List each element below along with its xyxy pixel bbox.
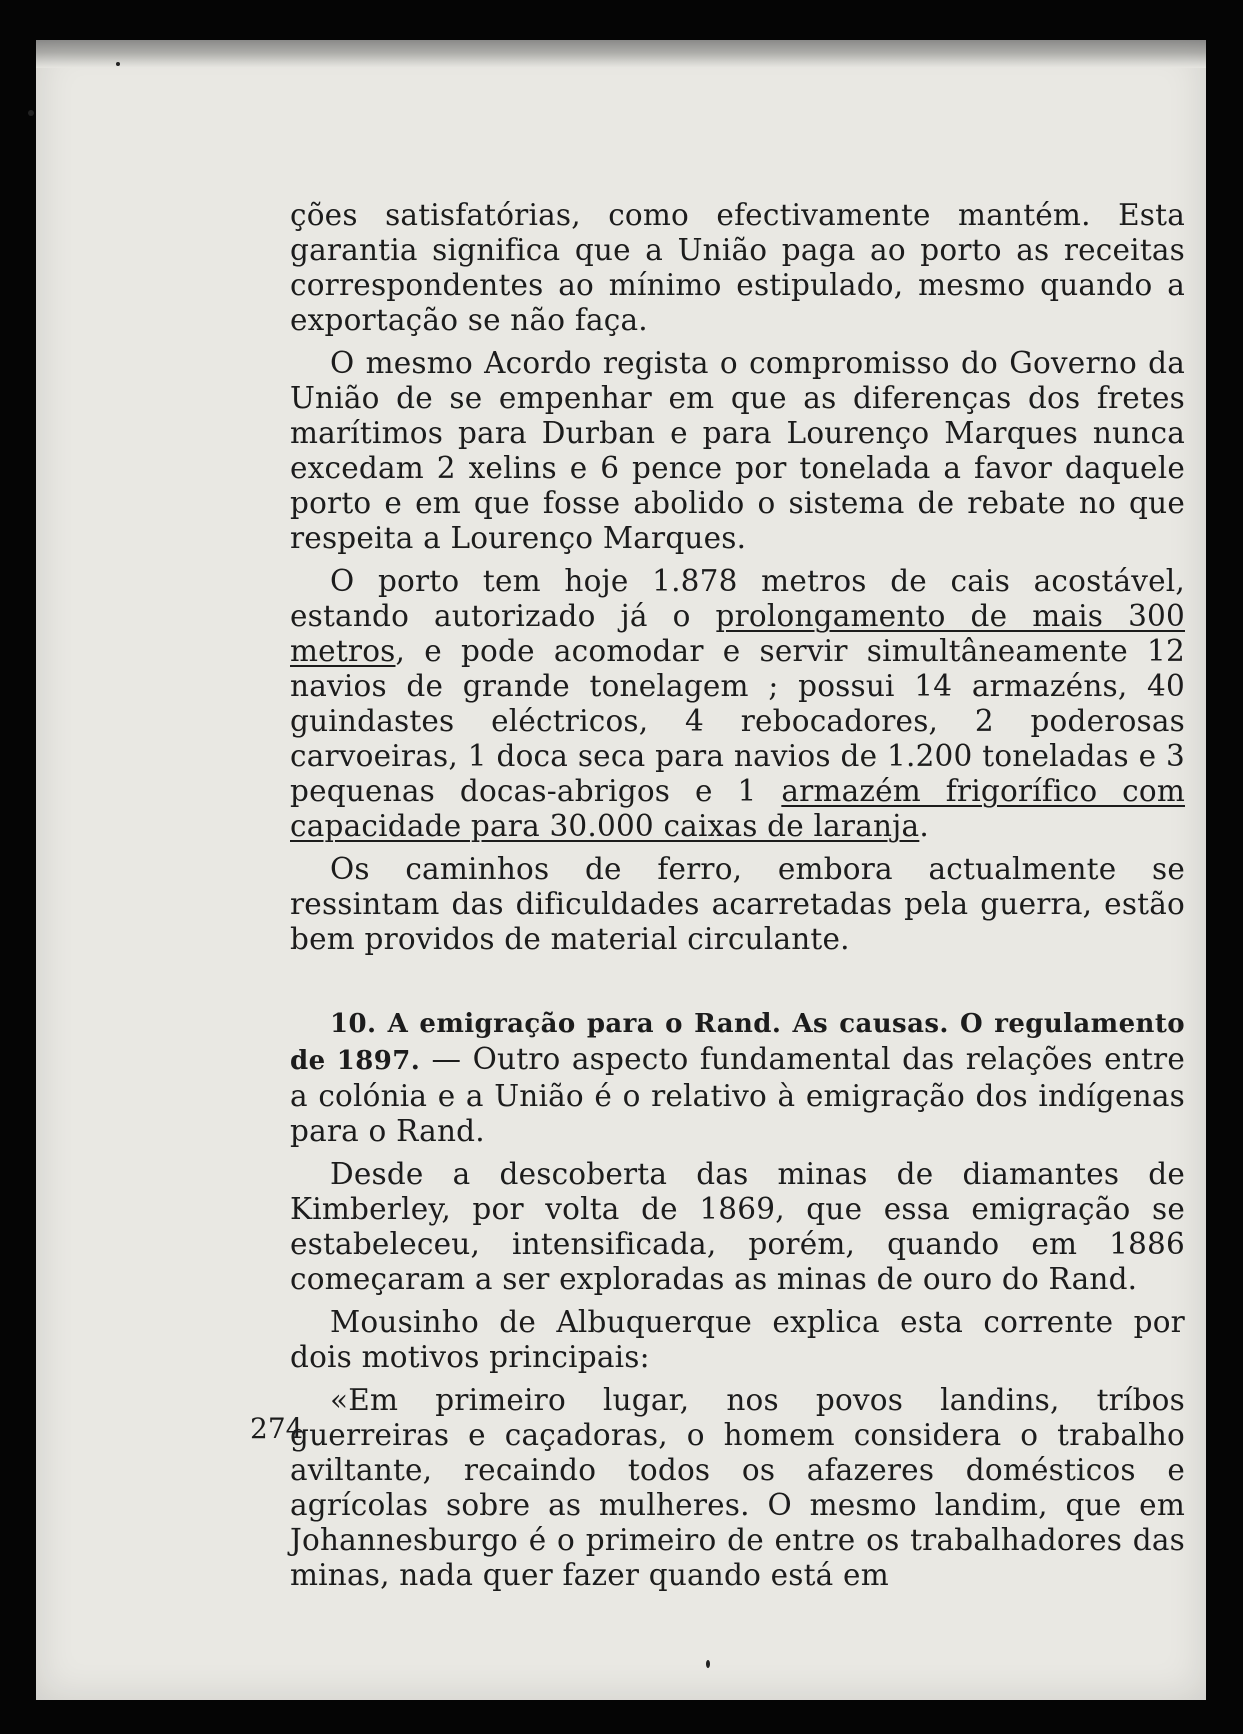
- page-body-text: [290, 198, 1185, 1601]
- paragraph-text: .: [919, 809, 929, 843]
- scan-speck: [28, 110, 34, 116]
- underlined-text: armazém frigorífico com capacidade para 30.000 caixas de laranja: [290, 774, 1185, 843]
- paragraph: [290, 1383, 1185, 1593]
- paragraph: [290, 1305, 1185, 1375]
- scan-speck: [706, 1660, 710, 1668]
- page-number: 274: [250, 1412, 304, 1445]
- paragraph: [290, 346, 1185, 556]
- paragraph-text: — Outro aspecto fundamental das relações entre a colónia e a União é o relativo à emigração dos indígenas para o Rand.: [290, 1042, 1185, 1148]
- paragraph-text: ções satisfatórias, como efectivamente mantém. Esta garantia significa que a União paga ao porto as receitas correspondentes ao mínimo estipulado, mesmo quando a exportação se não faça.: [290, 198, 1185, 337]
- paragraph: [290, 1157, 1185, 1297]
- paragraph-text: O porto tem hoje 1.878 metros de cais acostável, estando autorizado já o: [290, 564, 1185, 633]
- paragraph-text: Desde a descoberta das minas de diamantes de Kimberley, por volta de 1869, que essa emigração se estabeleceu, intensificada, porém, quando em 1886 começaram a ser exploradas as minas de ouro do Rand.: [290, 1157, 1185, 1296]
- paragraph-text: Os caminhos de ferro, embora actualmente se ressintam das dificuldades acarretadas pela guerra, estão bem providos de material circulante.: [290, 852, 1185, 956]
- paragraph-text: , e pode acomodar e servir simultâneamente 12 navios de grande tonelagem ; possui 14 armazéns, 40 guindastes eléctricos, 4 rebocadores, 2 poderosas carvoeiras, 1 doca seca para navios de 1.200 toneladas e 3 pequenas docas-abrigos e 1: [290, 634, 1185, 808]
- scan-speck: [116, 62, 120, 66]
- section-heading: 10. A emigração para o Rand. As causas. O regulamento de 1897.: [290, 1009, 1185, 1076]
- paragraph: [290, 198, 1185, 338]
- section-paragraph: [290, 1005, 1185, 1149]
- underlined-text: prolongamento de mais 300 metros: [290, 599, 1185, 668]
- paragraph-text: O mesmo Acordo regista o compromisso do Governo da União de se empenhar em que as diferenças dos fretes marítimos para Durban e para Lourenço Marques nunca excedam 2 xelins e 6 pence por tonelada a favor daquele porto e em que fosse abolido o sistema de rebate no que respeita a Lourenço Marques.: [290, 346, 1185, 555]
- paragraph-text: Mousinho de Albuquerque explica esta corrente por dois motivos principais:: [290, 1305, 1185, 1374]
- paragraph: [290, 852, 1185, 957]
- scan-edge-band: [36, 40, 1206, 68]
- paragraph: [290, 564, 1185, 844]
- paragraph-text: «Em primeiro lugar, nos povos landins, tríbos guerreiras e caçadoras, o homem considera o trabalho aviltante, recaindo todos os afazeres domésticos e agrícolas sobre as mulheres. O mesmo landim, que em Johannesburgo é o primeiro de entre os trabalhadores das minas, nada quer fazer quando está em: [290, 1383, 1185, 1592]
